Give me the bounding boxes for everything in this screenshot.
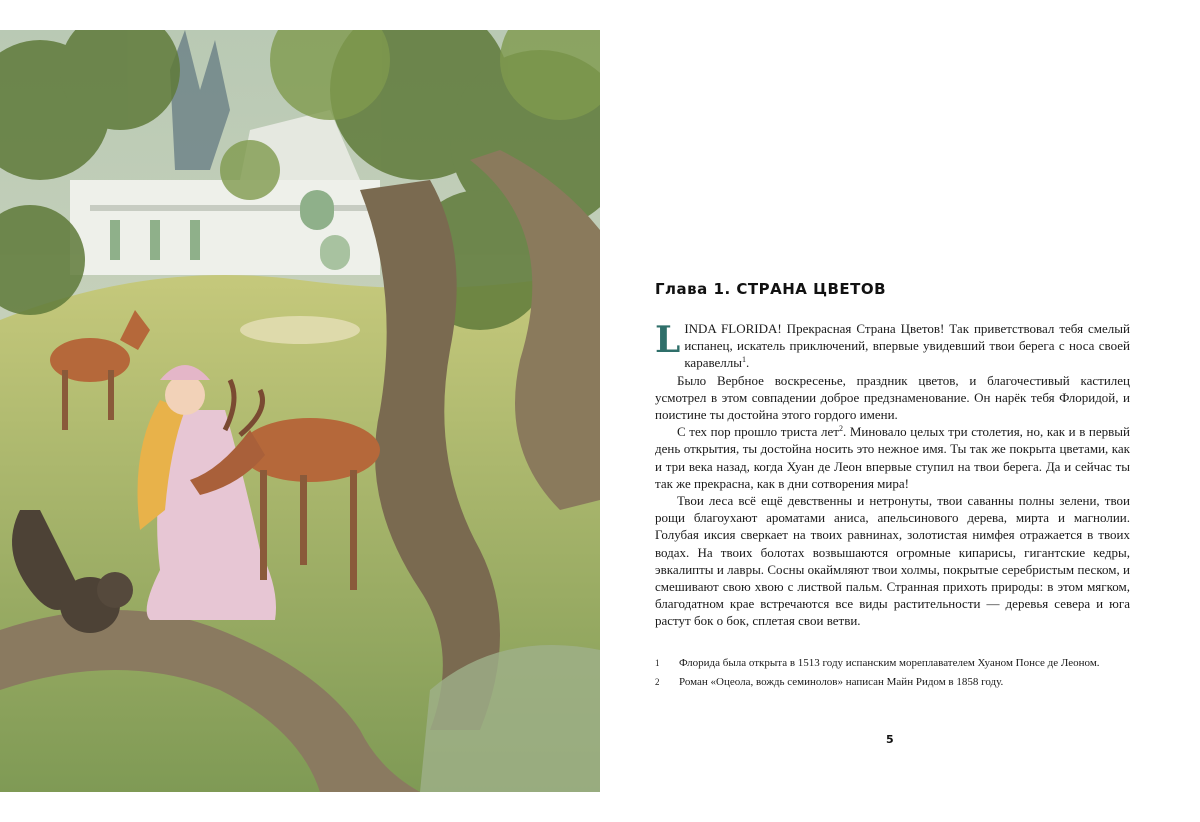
footnote-text: Роман «Оцеола, вождь семинолов» написан Майн Ридом в 1858 году. bbox=[679, 675, 1004, 688]
paragraph-2: Было Вербное воскресенье, праздник цветов, и благочестивый кастилец усмотрел в этом совпадении доброе предзнаменование. Он нарёк тебя Флоридой, и поистине ты достойна этого гордого имени. bbox=[655, 372, 1130, 423]
page-number: 5 bbox=[886, 733, 894, 746]
paragraph-3-start: С тех пор прошло триста лет bbox=[677, 424, 839, 440]
forest-illustration-icon bbox=[0, 30, 600, 792]
text-page bbox=[655, 280, 1130, 694]
paragraph-1-text: Прекрасная Страна Цветов! Так приветствовал тебя смелый испанец, искатель приключений, впервые увидевший твои берега с носа своей каравеллы bbox=[684, 321, 1130, 371]
paragraph-3-rest: . Миновало целых три столетия, но, как и в первый день открытия, ты достойна носить это нежное имя. Ты так же покрыта цветами, как и три века назад, когда Хуан де Леон впервые ступил на твои берега. Да и сейчас ты так же прекрасна, как в дни сотворения мира! bbox=[655, 424, 1130, 491]
footnote-2 bbox=[655, 675, 1130, 689]
book-illustration bbox=[0, 30, 600, 792]
footnote-text: Флорида была открыта в 1513 году испанским мореплавателем Хуаном Понсе де Леоном. bbox=[679, 656, 1100, 669]
footnote-mark: 1 bbox=[655, 657, 660, 668]
drop-cap: L bbox=[655, 319, 681, 361]
footnote-ref-2[interactable]: 2 bbox=[838, 424, 843, 434]
chapter-body bbox=[655, 320, 1130, 630]
paragraph-3 bbox=[655, 423, 1130, 492]
lead-words: INDA FLORIDA! bbox=[684, 321, 782, 336]
paragraph-4: Твои леса всё ещё девственны и нетронуты, твои саванны полны зелени, твои рощи благоухают ароматами аниса, апельсинового дерева, мирта и магнолии. Голубая иксия сверкает на твоих равнинах, золотистая нимфея отражается в твоих водах. На твоих болотах возвышаются огромные кипарисы, гигантские кедры, эвкалипты и лавры. Сосны окаймляют твои холмы, покрытые серебристым песком, и смешивают свою хвою с листвой пальм. Странная прихоть природы: в этом мягком, благодатном крае встречаются все виды растительности — деревья севера и юга растут бок о бок, сплетая свои ветви. bbox=[655, 493, 1130, 629]
footnote-1 bbox=[655, 656, 1130, 670]
footnotes bbox=[655, 656, 1130, 689]
paragraph-1-end: . bbox=[746, 355, 750, 371]
footnote-ref-1[interactable]: 1 bbox=[742, 355, 747, 365]
paragraph-1 bbox=[655, 320, 1130, 372]
footnote-mark: 2 bbox=[655, 676, 660, 687]
chapter-heading: Глава 1. СТРАНА ЦВЕТОВ bbox=[655, 280, 887, 298]
